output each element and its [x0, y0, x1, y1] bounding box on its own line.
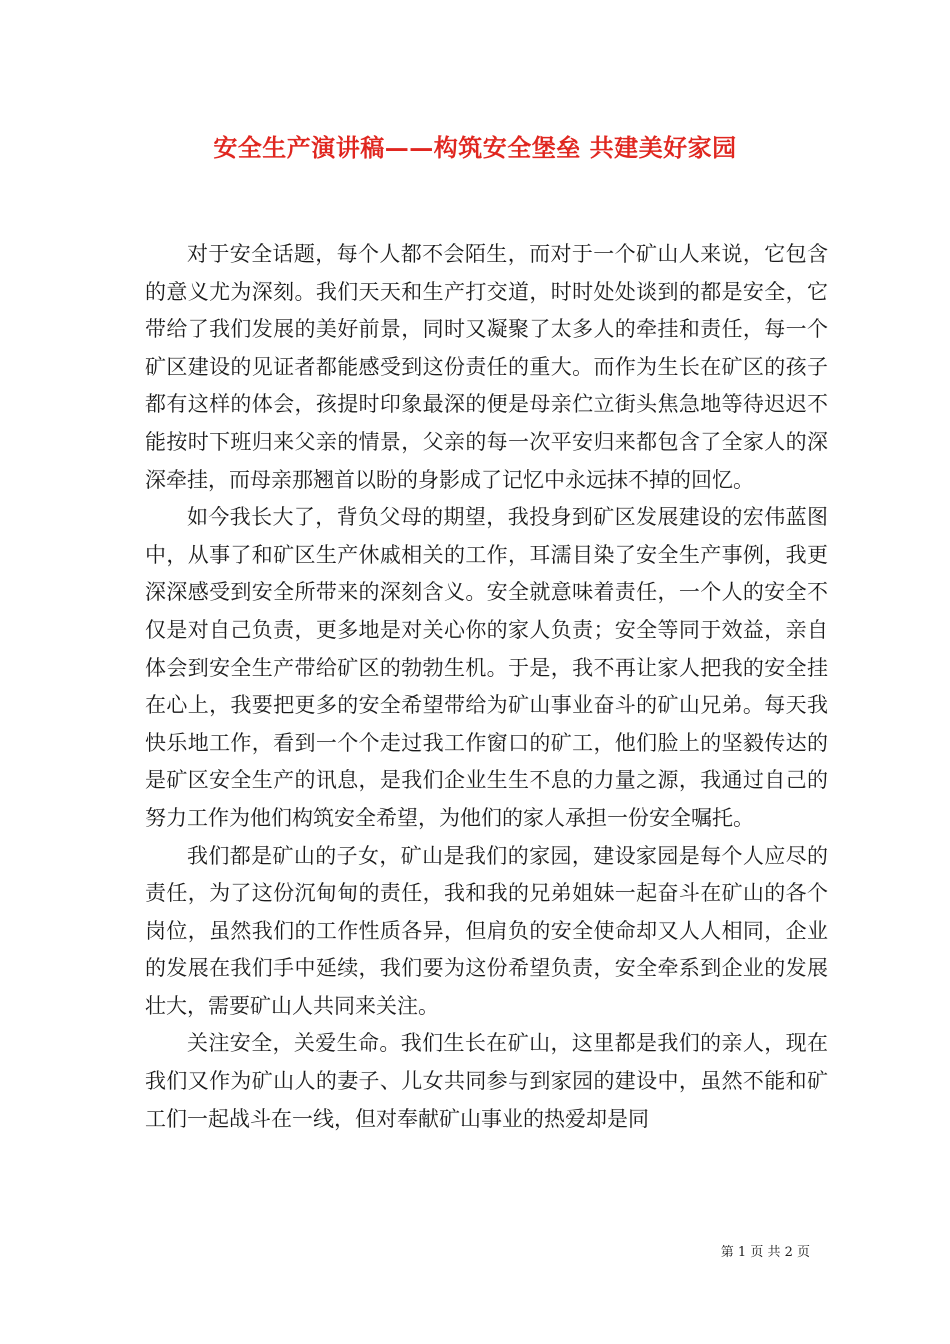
paragraph-2: 如今我长大了，背负父母的期望，我投身到矿区发展建设的宏伟蓝图中，从事了和矿区生产休戚相关的工作，耳濡目染了安全生产事例，我更深深感受到安全所带来的深刻含义。安全就意味着责任，一个人的安全不仅是对自己负责，更多地是对关心你的家人负责；安全等同于效益，亲自体会到安全生产带给矿区的勃勃生机。于是，我不再让家人把我的安全挂在心上，我要把更多的安全希望带给为矿山事业奋斗的矿山兄弟。每天我快乐地工作，看到一个个走过我工作窗口的矿工，他们脸上的坚毅传达的是矿区安全生产的讯息，是我们企业生生不息的力量之源，我通过自己的努力工作为他们构筑安全希望，为他们的家人承担一份安全嘱托。 [145, 505, 828, 830]
document-body [145, 236, 828, 1138]
page-number-footer: 第 1 页 共 2 页 [720, 1245, 810, 1260]
paragraph-4: 关注安全，关爱生命。我们生长在矿山，这里都是我们的亲人，现在我们又作为矿山人的妻子、儿女共同参与到家园的建设中，虽然不能和矿工们一起战斗在一线，但对奉献矿山事业的热爱却是同 [145, 1031, 828, 1131]
paragraph-1: 对于安全话题，每个人都不会陌生，而对于一个矿山人来说，它包含的意义尤为深刻。我们天天和生产打交道，时时处处谈到的都是安全，它带给了我们发展的美好前景，同时又凝聚了太多人的牵挂和责任，每一个矿区建设的见证者都能感受到这份责任的重大。而作为生长在矿区的孩子都有这样的体会，孩提时印象最深的便是母亲伫立街头焦急地等待迟迟不能按时下班归来父亲的情景，父亲的每一次平安归来都包含了全家人的深深牵挂，而母亲那翘首以盼的身影成了记忆中永远抹不掉的回忆。 [145, 242, 828, 492]
paragraph-3: 我们都是矿山的子女，矿山是我们的家园，建设家园是每个人应尽的责任，为了这份沉甸甸的责任，我和我的兄弟姐妹一起奋斗在矿山的各个岗位，虽然我们的工作性质各异，但肩负的安全使命却又人人相同，企业的发展在我们手中延续，我们要为这份希望负责，安全牵系到企业的发展壮大，需要矿山人共同来关注。 [145, 843, 828, 1018]
document-title: 安全生产演讲稿——构筑安全堡垒 共建美好家园 [213, 133, 737, 162]
